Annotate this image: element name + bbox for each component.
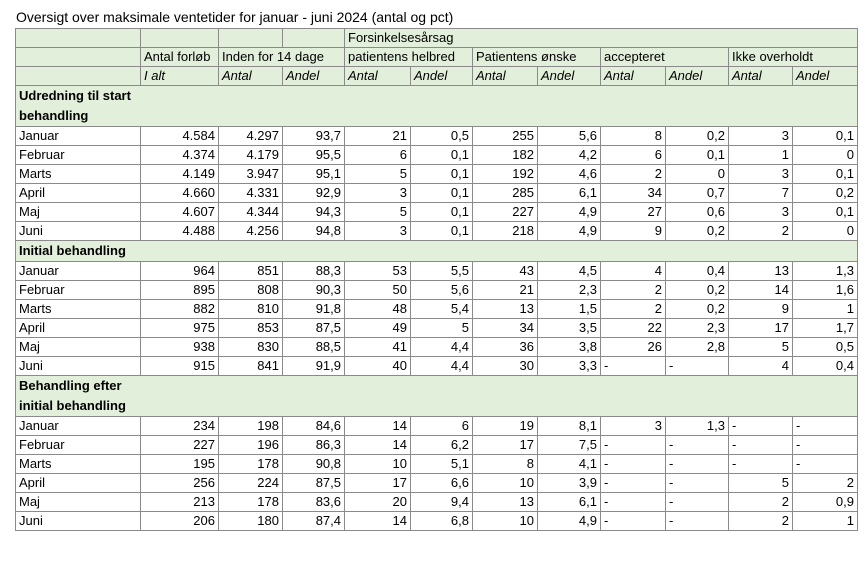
table-cell: 4,9 <box>538 512 601 531</box>
table-cell: 87,5 <box>283 319 345 338</box>
table-cell: 0,2 <box>666 300 729 319</box>
table-cell: 2,3 <box>538 281 601 300</box>
table-cell: - <box>793 436 858 455</box>
table-cell: 10 <box>473 474 538 493</box>
table-cell: 6,2 <box>411 436 473 455</box>
table-cell: 227 <box>141 436 219 455</box>
row-label: Maj <box>16 338 141 357</box>
table-cell: 0 <box>793 146 858 165</box>
table-cell: 4,2 <box>538 146 601 165</box>
table-cell: 285 <box>473 184 538 203</box>
table-row <box>16 338 858 357</box>
table-cell: 2,3 <box>666 319 729 338</box>
table-cell: 34 <box>473 319 538 338</box>
table-cell: 0,1 <box>793 127 858 146</box>
col-header: Ikke overholdt <box>729 48 858 67</box>
table-cell: 10 <box>345 455 411 474</box>
table-cell: 2 <box>601 281 666 300</box>
table-title: Oversigt over maksimale ventetider for januar - juni 2024 (antal og pct) <box>16 9 454 25</box>
table-cell: 4.256 <box>219 222 283 241</box>
table-cell: 91,8 <box>283 300 345 319</box>
table-cell: - <box>601 474 666 493</box>
table-cell: 4,9 <box>538 203 601 222</box>
table-cell: 94,3 <box>283 203 345 222</box>
table-cell: 206 <box>141 512 219 531</box>
table-cell: 0,5 <box>411 127 473 146</box>
table-cell: 2 <box>601 300 666 319</box>
table-cell: 0,9 <box>793 493 858 512</box>
table-cell: 4.149 <box>141 165 219 184</box>
table-cell: 17 <box>473 436 538 455</box>
table-cell: - <box>666 474 729 493</box>
table-cell: 5 <box>345 165 411 184</box>
table-cell: 40 <box>345 357 411 376</box>
table-cell: 4.179 <box>219 146 283 165</box>
table-cell: 1 <box>793 512 858 531</box>
table-cell: 21 <box>345 127 411 146</box>
table-cell: 87,4 <box>283 512 345 531</box>
table-cell: 8 <box>473 455 538 474</box>
table-cell: 3,5 <box>538 319 601 338</box>
table-cell: 1,3 <box>666 417 729 436</box>
col-header: patientens helbred <box>345 48 473 67</box>
row-label: Juni <box>16 512 141 531</box>
table-cell: 882 <box>141 300 219 319</box>
table-cell: 0,2 <box>666 127 729 146</box>
table-cell: 13 <box>473 493 538 512</box>
table-cell: 1,7 <box>793 319 858 338</box>
table-cell: 4,5 <box>538 262 601 281</box>
table-cell: 8,1 <box>538 417 601 436</box>
row-label: Januar <box>16 417 141 436</box>
table-cell: 3.947 <box>219 165 283 184</box>
table-cell: 6,1 <box>538 184 601 203</box>
table-row <box>16 184 858 203</box>
table-cell: 3 <box>345 184 411 203</box>
table-cell: 808 <box>219 281 283 300</box>
table-cell: 6 <box>345 146 411 165</box>
table-cell: 830 <box>219 338 283 357</box>
table-cell: 19 <box>473 417 538 436</box>
table-row <box>16 493 858 512</box>
col-header: Antal forløb <box>141 48 219 67</box>
table-cell: 964 <box>141 262 219 281</box>
section-title-text: Initial behandling <box>19 243 126 258</box>
table-cell: 86,3 <box>283 436 345 455</box>
table-cell: 88,5 <box>283 338 345 357</box>
table-cell: 2 <box>601 165 666 184</box>
row-label: April <box>16 319 141 338</box>
table-cell: 1,6 <box>793 281 858 300</box>
table-row <box>16 455 858 474</box>
table-cell: 3 <box>729 165 793 184</box>
table-row <box>16 127 858 146</box>
table-cell: - <box>793 455 858 474</box>
table-row <box>16 222 858 241</box>
section-title-text: Udredning til start behandling <box>19 88 131 123</box>
table-cell: 895 <box>141 281 219 300</box>
sub-header: Antal <box>219 67 283 86</box>
sub-header: Antal <box>473 67 538 86</box>
table-cell: 218 <box>473 222 538 241</box>
table-cell: 88,3 <box>283 262 345 281</box>
table-cell: 1,5 <box>538 300 601 319</box>
wait-times-table <box>15 28 858 531</box>
row-label: Februar <box>16 281 141 300</box>
table-cell: 810 <box>219 300 283 319</box>
table-cell: 14 <box>345 436 411 455</box>
header-group-row <box>16 29 858 48</box>
row-label: Januar <box>16 262 141 281</box>
section-header-row <box>16 86 858 127</box>
table-cell: 95,1 <box>283 165 345 184</box>
table-cell: 192 <box>473 165 538 184</box>
table-cell: 0 <box>793 222 858 241</box>
table-row <box>16 262 858 281</box>
table-cell: 182 <box>473 146 538 165</box>
table-cell: 0,7 <box>666 184 729 203</box>
table-cell: 975 <box>141 319 219 338</box>
table-cell: 1 <box>793 300 858 319</box>
sub-header: Andel <box>538 67 601 86</box>
table-cell: 227 <box>473 203 538 222</box>
table-cell: 4.660 <box>141 184 219 203</box>
table-cell: 841 <box>219 357 283 376</box>
table-cell: 4,6 <box>538 165 601 184</box>
table-cell: 49 <box>345 319 411 338</box>
section-title <box>16 86 858 127</box>
table-cell: 178 <box>219 455 283 474</box>
table-cell: 213 <box>141 493 219 512</box>
section-title <box>16 241 858 262</box>
table-cell: 1,3 <box>793 262 858 281</box>
row-label: Maj <box>16 493 141 512</box>
table-cell: 27 <box>601 203 666 222</box>
table-cell: 2 <box>729 493 793 512</box>
table-cell: 3 <box>345 222 411 241</box>
table-cell: 4.488 <box>141 222 219 241</box>
table-cell: 95,5 <box>283 146 345 165</box>
row-label: Marts <box>16 165 141 184</box>
table-cell: 853 <box>219 319 283 338</box>
table-cell: 13 <box>729 262 793 281</box>
table-cell: 3,8 <box>538 338 601 357</box>
table-cell: 92,9 <box>283 184 345 203</box>
sub-header: Antal <box>601 67 666 86</box>
table-cell: - <box>601 455 666 474</box>
table-cell: 5,4 <box>411 300 473 319</box>
table-cell: - <box>729 417 793 436</box>
table-cell: 3,9 <box>538 474 601 493</box>
table-cell: 4 <box>601 262 666 281</box>
table-cell: 4 <box>729 357 793 376</box>
table-cell: 2,8 <box>666 338 729 357</box>
table-cell: 5 <box>345 203 411 222</box>
table-cell: 3,3 <box>538 357 601 376</box>
table-cell: 5 <box>411 319 473 338</box>
table-cell: 22 <box>601 319 666 338</box>
table-cell: 14 <box>345 417 411 436</box>
table-cell: 255 <box>473 127 538 146</box>
row-label: Januar <box>16 127 141 146</box>
table-cell: 87,5 <box>283 474 345 493</box>
sub-header: Antal <box>729 67 793 86</box>
table-cell: 4,9 <box>538 222 601 241</box>
table-cell: 178 <box>219 493 283 512</box>
table-row <box>16 474 858 493</box>
table-cell: 0 <box>666 165 729 184</box>
table-cell: 30 <box>473 357 538 376</box>
table-cell: 234 <box>141 417 219 436</box>
table-cell: 4.331 <box>219 184 283 203</box>
section-header-row <box>16 241 858 262</box>
table-cell: 5 <box>729 338 793 357</box>
table-cell: 4.344 <box>219 203 283 222</box>
table-cell: - <box>666 512 729 531</box>
table-row <box>16 319 858 338</box>
sub-header: Andel <box>793 67 858 86</box>
table-cell: 0,1 <box>793 165 858 184</box>
table-cell: 851 <box>219 262 283 281</box>
table-cell: 1 <box>729 146 793 165</box>
table-cell: 10 <box>473 512 538 531</box>
row-label: Juni <box>16 357 141 376</box>
table-cell: 5,1 <box>411 455 473 474</box>
table-cell: 0,1 <box>411 203 473 222</box>
table-cell: 14 <box>729 281 793 300</box>
table-row <box>16 165 858 184</box>
table-row <box>16 203 858 222</box>
col-header: Patientens ønske <box>473 48 601 67</box>
table-cell: 0,2 <box>793 184 858 203</box>
row-label: April <box>16 474 141 493</box>
table-cell: 4.297 <box>219 127 283 146</box>
table-cell: 0,1 <box>411 222 473 241</box>
table-cell: 13 <box>473 300 538 319</box>
table-cell: - <box>666 455 729 474</box>
table-cell: 0,1 <box>411 165 473 184</box>
table-cell: 21 <box>473 281 538 300</box>
table-cell: - <box>601 436 666 455</box>
table-cell: 196 <box>219 436 283 455</box>
table-row <box>16 300 858 319</box>
table-cell: - <box>666 493 729 512</box>
table-cell: 48 <box>345 300 411 319</box>
group-header: Forsinkelsesårsag <box>345 29 858 48</box>
table-cell: 17 <box>729 319 793 338</box>
table-cell: 4.607 <box>141 203 219 222</box>
header-sub-row <box>16 67 858 86</box>
row-label: Marts <box>16 455 141 474</box>
table-cell: 53 <box>345 262 411 281</box>
table-cell: 26 <box>601 338 666 357</box>
table-cell: 36 <box>473 338 538 357</box>
table-cell: 43 <box>473 262 538 281</box>
table-cell: 5,6 <box>411 281 473 300</box>
table-cell: 224 <box>219 474 283 493</box>
table-cell: 7 <box>729 184 793 203</box>
table-cell: 14 <box>345 512 411 531</box>
sub-header: Antal <box>345 67 411 86</box>
sub-header: Andel <box>666 67 729 86</box>
table-row <box>16 281 858 300</box>
table-cell: 91,9 <box>283 357 345 376</box>
table-cell: 0,4 <box>666 262 729 281</box>
table-cell: 0,1 <box>666 146 729 165</box>
table-cell: 90,3 <box>283 281 345 300</box>
table-cell: 5,6 <box>538 127 601 146</box>
table-cell: 3 <box>729 127 793 146</box>
table-cell: 6,8 <box>411 512 473 531</box>
table-cell: - <box>729 436 793 455</box>
row-label: Marts <box>16 300 141 319</box>
table-cell: 17 <box>345 474 411 493</box>
table-cell: 0,6 <box>666 203 729 222</box>
row-label: Juni <box>16 222 141 241</box>
table-cell: 0,4 <box>793 357 858 376</box>
table-cell: - <box>601 493 666 512</box>
table-cell: 3 <box>729 203 793 222</box>
table-cell: 93,7 <box>283 127 345 146</box>
col-header: Inden for 14 dage <box>219 48 345 67</box>
table-cell: 195 <box>141 455 219 474</box>
table-cell: 8 <box>601 127 666 146</box>
col-header: accepteret <box>601 48 729 67</box>
table-cell: 6,1 <box>538 493 601 512</box>
table-cell: 9,4 <box>411 493 473 512</box>
row-label: Februar <box>16 146 141 165</box>
table-row <box>16 417 858 436</box>
table-cell: - <box>666 436 729 455</box>
row-label: April <box>16 184 141 203</box>
header-cols-row <box>16 48 858 67</box>
sub-header: I alt <box>141 67 219 86</box>
table-cell: 6,6 <box>411 474 473 493</box>
table-row <box>16 436 858 455</box>
table-cell: 90,8 <box>283 455 345 474</box>
table-cell: 938 <box>141 338 219 357</box>
table-cell: 20 <box>345 493 411 512</box>
table-cell: 4,4 <box>411 338 473 357</box>
section-header-row <box>16 376 858 417</box>
table-cell: 83,6 <box>283 493 345 512</box>
table-cell: 84,6 <box>283 417 345 436</box>
table-row <box>16 357 858 376</box>
table-cell: - <box>666 357 729 376</box>
table-cell: 4,4 <box>411 357 473 376</box>
table-cell: 0,1 <box>411 146 473 165</box>
table-cell: 50 <box>345 281 411 300</box>
row-label: Maj <box>16 203 141 222</box>
table-cell: 94,8 <box>283 222 345 241</box>
table-cell: 9 <box>601 222 666 241</box>
table-cell: 3 <box>601 417 666 436</box>
table-cell: 2 <box>729 512 793 531</box>
table-cell: 180 <box>219 512 283 531</box>
row-label: Februar <box>16 436 141 455</box>
table-cell: 9 <box>729 300 793 319</box>
table-cell: 2 <box>793 474 858 493</box>
table-cell: - <box>729 455 793 474</box>
table-cell: 0,2 <box>666 281 729 300</box>
table-cell: 915 <box>141 357 219 376</box>
table-cell: 0,5 <box>793 338 858 357</box>
table-cell: 2 <box>729 222 793 241</box>
table-cell: 256 <box>141 474 219 493</box>
sub-header: Andel <box>283 67 345 86</box>
table-row <box>16 512 858 531</box>
table-cell: 5,5 <box>411 262 473 281</box>
table-cell: 4,1 <box>538 455 601 474</box>
table-cell: 0,1 <box>411 184 473 203</box>
table-cell: - <box>601 512 666 531</box>
table-cell: - <box>793 417 858 436</box>
section-title-text: Behandling efter initial behandling <box>19 378 126 413</box>
table-cell: - <box>601 357 666 376</box>
table-cell: 0,2 <box>666 222 729 241</box>
table-cell: 4.584 <box>141 127 219 146</box>
table-cell: 6 <box>601 146 666 165</box>
sub-header: Andel <box>411 67 473 86</box>
table-row <box>16 146 858 165</box>
table-cell: 198 <box>219 417 283 436</box>
table-cell: 34 <box>601 184 666 203</box>
table-cell: 7,5 <box>538 436 601 455</box>
table-cell: 5 <box>729 474 793 493</box>
section-title <box>16 376 858 417</box>
table-cell: 4.374 <box>141 146 219 165</box>
table-cell: 0,1 <box>793 203 858 222</box>
table-cell: 6 <box>411 417 473 436</box>
table-cell: 41 <box>345 338 411 357</box>
